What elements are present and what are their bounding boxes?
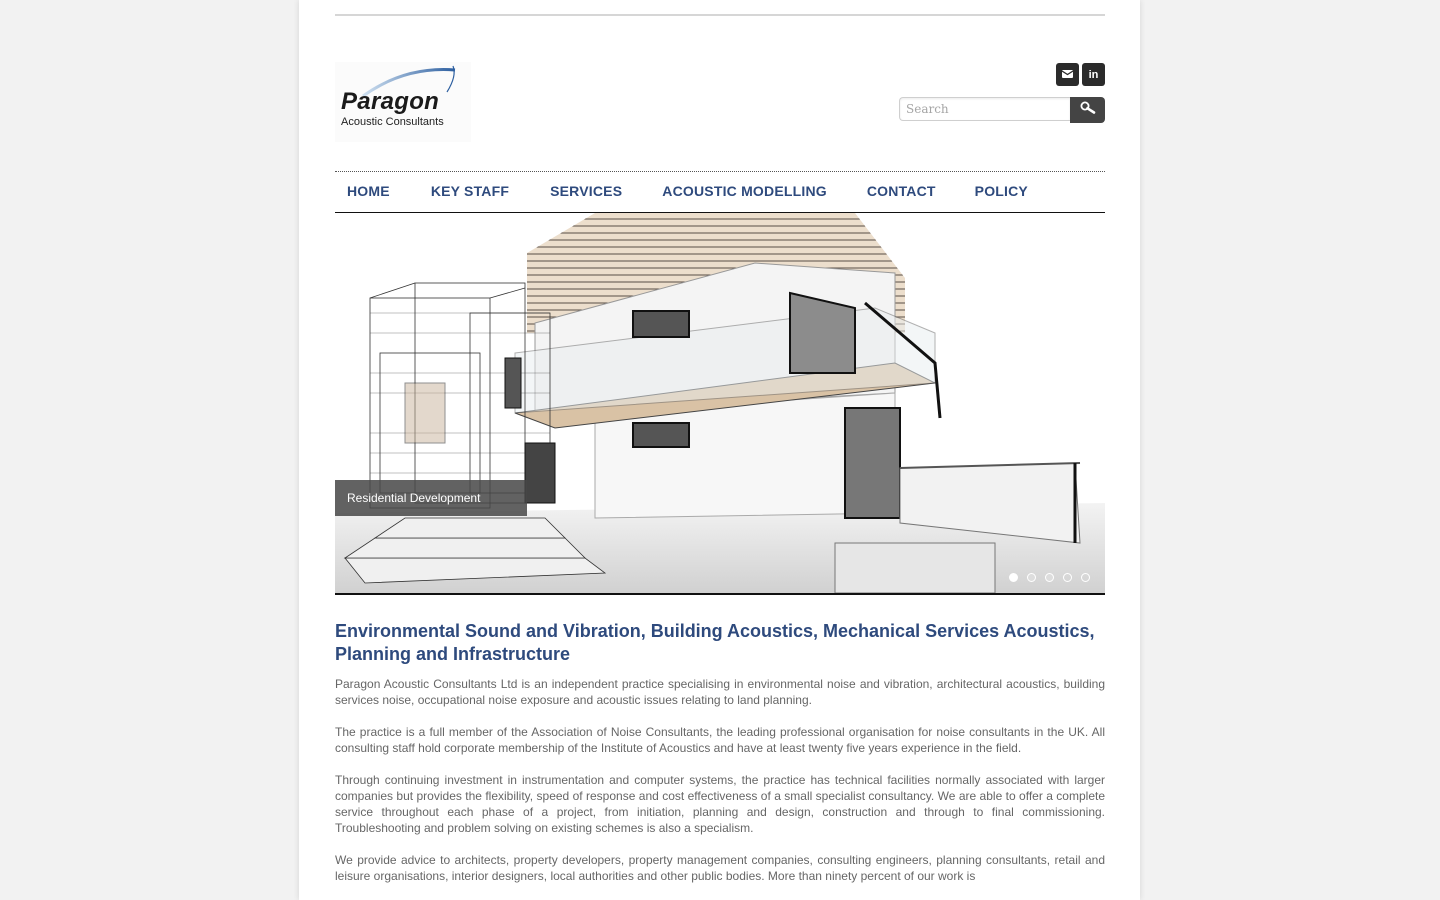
email-button[interactable] — [1056, 63, 1079, 86]
house-rendering-image — [335, 213, 1105, 593]
search-form — [899, 97, 1105, 123]
page-heading: Environmental Sound and Vibration, Building Acoustics, Mechanical Services Acoustics, Planning and Infrastructure — [335, 621, 1095, 664]
slide-dot-1[interactable] — [1009, 573, 1018, 582]
membership-paragraph: The practice is a full member of the Association of Noise Consultants, the leading professional organisation for noise consultants in the UK. All consulting staff hold corporate membership of the Institute of Acoustics and have at least twenty five years experience in the field. — [335, 725, 1105, 755]
image-slider[interactable] — [335, 213, 1105, 595]
clients-paragraph: We provide advice to architects, property developers, property management companies, consulting engineers, planning consultants, retail and leisure organisations, interior designers, local authorities and other public bodies. More than ninety percent of our work is — [335, 853, 1105, 883]
main-nav — [335, 171, 1105, 215]
slider-pagination — [1009, 573, 1090, 582]
intro-paragraph: Paragon Acoustic Consultants Ltd is an independent practice specialising in environmental noise and vibration, architectural acoustics, building services noise, occupational noise exposure and acoustic issues relating to land planning. — [335, 677, 1105, 707]
linkedin-button[interactable] — [1082, 63, 1105, 86]
page-container — [299, 0, 1140, 900]
slide-caption: Residential Development — [335, 480, 527, 516]
nav-item-services[interactable]: SERVICES — [550, 183, 623, 199]
email-icon — [1062, 69, 1073, 81]
nav-item-contact[interactable]: CONTACT — [866, 183, 936, 199]
top-divider — [335, 14, 1105, 16]
social-links — [1056, 63, 1105, 86]
nav-item-home[interactable]: HOME — [347, 183, 390, 199]
logo-title: Paragon — [341, 88, 440, 115]
linkedin-icon: in — [1088, 68, 1099, 81]
nav-item-key-staff[interactable]: KEY STAFF — [430, 183, 510, 199]
nav-item-policy[interactable]: POLICY — [974, 183, 1028, 199]
main-content — [335, 620, 1105, 900]
search-icon — [1080, 101, 1096, 120]
slide-dot-4[interactable] — [1063, 573, 1072, 582]
logo-subtitle: Acoustic Consultants — [341, 116, 444, 128]
search-button[interactable] — [1070, 97, 1105, 123]
slide-dot-5[interactable] — [1081, 573, 1090, 582]
logo[interactable] — [335, 62, 471, 142]
search-input[interactable] — [899, 97, 1070, 121]
slide-dot-3[interactable] — [1045, 573, 1054, 582]
facilities-paragraph: Through continuing investment in instrumentation and computer systems, the practice has technical facilities normally associated with larger companies but provides the flexibility, speed of response and cost effectiveness of a small specialist consultancy. We are able to offer a complete service throughout each phase of a project, from initiation, planning and design, construction and through to final commissioning. Troubleshooting and problem solving on existing schemes is also a specialism. — [335, 773, 1105, 835]
slide-dot-2[interactable] — [1027, 573, 1036, 582]
nav-item-acoustic-modelling[interactable]: ACOUSTIC MODELLING — [662, 183, 827, 199]
